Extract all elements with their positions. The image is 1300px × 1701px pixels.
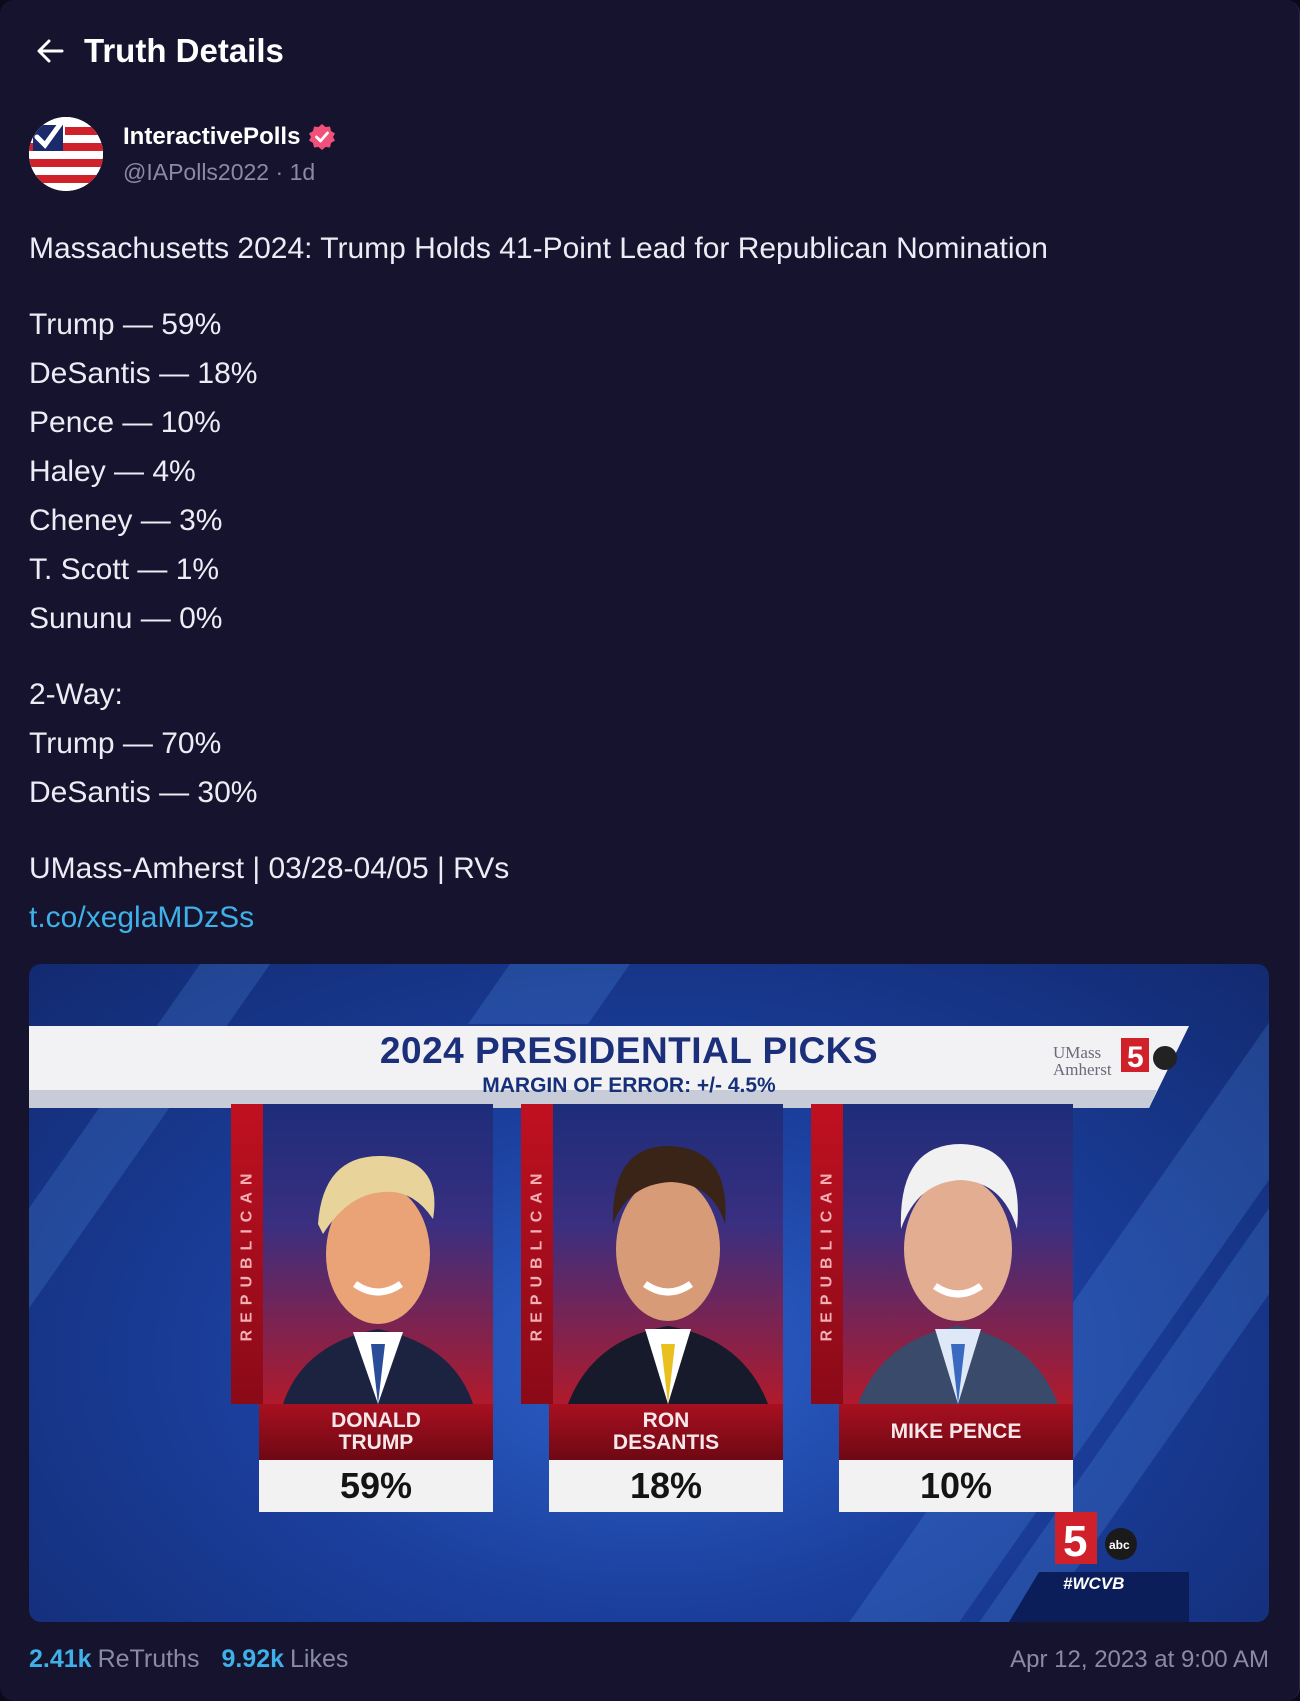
twoway-label: 2-Way: — [29, 678, 123, 711]
candidate-card — [231, 1104, 493, 1524]
candidate-photo — [263, 1104, 493, 1404]
badge-text: UMass — [1053, 1043, 1102, 1062]
candidate-photo — [553, 1104, 783, 1404]
twoway-line: DeSantis — 30% — [29, 776, 258, 809]
likes-label: Likes — [290, 1645, 349, 1673]
candidate-photo — [843, 1104, 1073, 1404]
candidate-name — [259, 1404, 493, 1460]
name-line: MIKE PENCE — [890, 1420, 1022, 1443]
result-line: Trump — 59% — [29, 308, 222, 341]
result-line: Sununu — 0% — [29, 602, 223, 635]
back-arrow-icon — [34, 35, 66, 67]
post-body — [29, 224, 1259, 942]
result-line: Cheney — 3% — [29, 504, 223, 537]
likes-count: 9.92k — [221, 1645, 285, 1673]
post-footer — [29, 1645, 1269, 1674]
author-text — [123, 123, 336, 186]
name-line: DESANTIS — [612, 1431, 720, 1454]
banner-title: 2024 PRESIDENTIAL PICKS — [379, 1030, 879, 1071]
candidate-card — [811, 1104, 1073, 1524]
author-name[interactable]: InteractivePolls — [123, 123, 301, 150]
retruths-label: ReTruths — [97, 1645, 200, 1673]
candidate-percent: 10% — [839, 1460, 1073, 1512]
avatar-flag-check-icon — [29, 117, 103, 191]
meta-separator: · — [275, 159, 284, 185]
svg-text:5: 5 — [1127, 1041, 1144, 1074]
author-block — [29, 117, 336, 191]
name-line: TRUMP — [338, 1431, 414, 1454]
station-tag: #WCVB — [1063, 1574, 1125, 1593]
name-line: RON — [642, 1409, 690, 1432]
party-label: REPUBLICAN — [528, 1166, 546, 1342]
result-line: Haley — 4% — [29, 455, 196, 488]
page-header — [30, 28, 284, 74]
candidate-name — [839, 1404, 1073, 1460]
retruths-stat[interactable] — [29, 1645, 199, 1674]
back-button[interactable] — [30, 31, 70, 71]
badge-text: Amherst — [1053, 1060, 1112, 1079]
umass-badge — [1053, 1044, 1112, 1078]
twoway-line: Trump — 70% — [29, 727, 222, 760]
retruths-count: 2.41k — [29, 1645, 92, 1673]
post-link[interactable]: t.co/xeglaMDzSs — [29, 901, 255, 934]
author-name-row — [123, 123, 336, 151]
result-line: T. Scott — 1% — [29, 553, 220, 586]
avatar[interactable] — [29, 117, 103, 191]
channel-5-logo-icon — [1121, 1036, 1181, 1076]
svg-text:5: 5 — [1063, 1517, 1088, 1566]
post-age: 1d — [289, 159, 316, 185]
likes-stat[interactable] — [221, 1645, 348, 1674]
post-headline: Massachusetts 2024: Trump Holds 41-Point Lead for Republican Nomination — [29, 232, 1048, 265]
party-label: REPUBLICAN — [818, 1166, 836, 1342]
name-line: DONALD — [331, 1409, 421, 1432]
candidate-percent: 59% — [259, 1460, 493, 1512]
verified-badge-icon — [308, 123, 336, 151]
party-label: REPUBLICAN — [238, 1166, 256, 1342]
post-timestamp: Apr 12, 2023 at 9:00 AM — [1010, 1645, 1269, 1673]
author-handle[interactable]: @IAPolls2022 — [123, 159, 270, 185]
wcvb-logo-icon — [1009, 1512, 1189, 1622]
candidate-name — [549, 1404, 783, 1460]
result-line: Pence — 10% — [29, 406, 221, 439]
svg-text:abc: abc — [1109, 1538, 1130, 1552]
post-media-image[interactable] — [29, 964, 1269, 1622]
author-meta — [123, 159, 336, 186]
page-title: Truth Details — [84, 32, 284, 69]
candidate-card — [521, 1104, 783, 1524]
candidate-percent: 18% — [549, 1460, 783, 1512]
result-line: DeSantis — 18% — [29, 357, 258, 390]
poll-source: UMass-Amherst | 03/28-04/05 | RVs — [29, 852, 510, 885]
banner-subtitle: MARGIN OF ERROR: +/- 4.5% — [482, 1074, 776, 1097]
